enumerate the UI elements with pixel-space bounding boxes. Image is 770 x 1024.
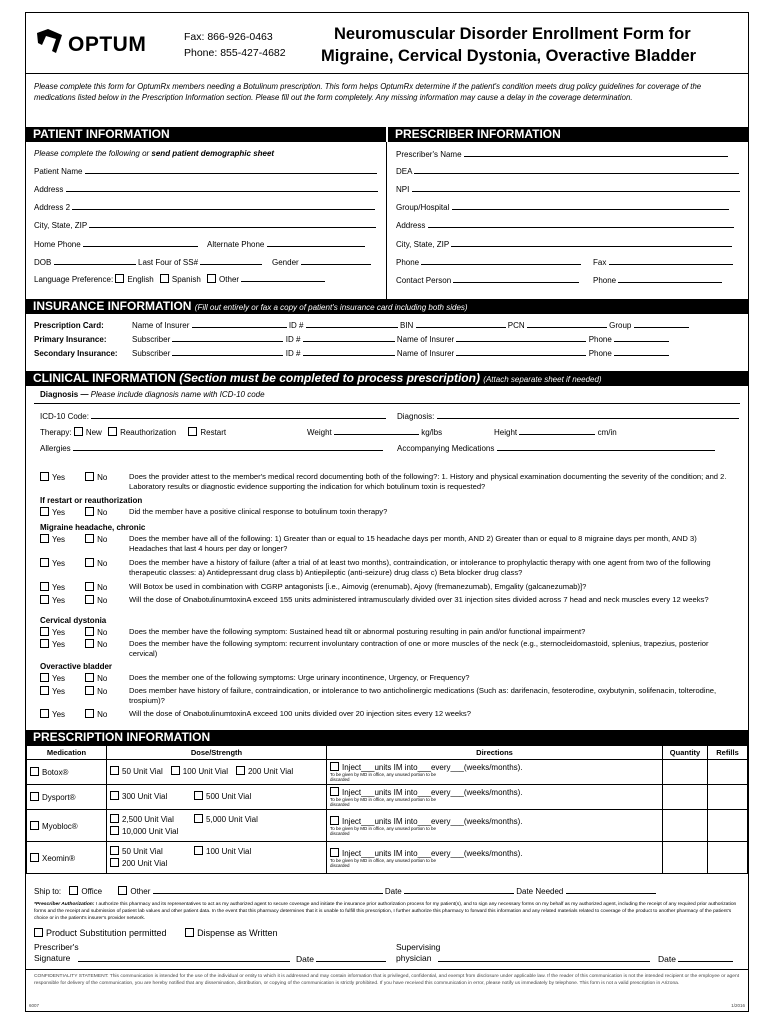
prescription-row (27, 842, 748, 874)
weight-label: Weight (307, 428, 332, 437)
contact-person-field[interactable] (396, 275, 579, 285)
dose-label: 500 Unit Vial (206, 792, 252, 801)
patient-alt-phone-field[interactable] (207, 239, 365, 249)
secondary-phone-label: Phone (588, 349, 612, 358)
cervical-head-tilt-question: Does the member have the following symptom: Sustained head tilt or abnormal posturing resulting in pain and/or functional impairment? (129, 627, 586, 636)
insurance-row-primary[interactable] (34, 334, 669, 344)
clinical-attach-note: (Attach separate sheet if needed) (483, 375, 602, 384)
medication-name: Botox® (42, 768, 69, 777)
therapy-label: Therapy: (40, 428, 72, 437)
migraine-frequency-question: Does the member have all of the following: 1) Greater than or equal to 15 headache days per month, AND 2) Greater than or equal to 8 migraine days per month, AND 3) Headaches that last 4 hours per day or longer? (129, 534, 697, 553)
dose-label: 300 Unit Vial (122, 792, 168, 801)
rx-group-label: Group (609, 321, 632, 330)
optum-logo (34, 27, 66, 57)
yes-label: Yes (52, 674, 66, 683)
phone-number: Phone: 855-427-4682 (184, 47, 286, 59)
migraine-prior-therapy-question: Does the member have a history of failure (after a trial of at least two months), contraindication, or intolerance to prophylactic therapy with one agent from two of the following therapeutic classes: a) Antidepressant drug class b) Antiepileptic (anti-seizure) drug class c) Beta blocker drug class? (129, 558, 711, 577)
form-title-line1: Neuromuscular Disorder Enrollment Form for (334, 25, 691, 43)
dose-checkbox[interactable] (110, 814, 119, 823)
new-label: New (85, 428, 102, 437)
signature-label (34, 942, 79, 964)
no-label: No (97, 687, 108, 696)
language-label: Language Preference: (34, 275, 114, 284)
supervising-date-field[interactable] (658, 954, 733, 964)
patient-info-bar (26, 127, 386, 142)
diagnosis-divider (34, 403, 740, 404)
restart-checkbox[interactable] (188, 427, 197, 436)
dose-cell (107, 810, 327, 842)
cervical-section-heading: Cervical dystonia (40, 616, 107, 625)
migraine-dose-no-checkbox[interactable] (85, 595, 94, 604)
inject-checkbox[interactable] (330, 816, 339, 825)
quantity-cell[interactable] (663, 760, 708, 785)
patient-ssn-field[interactable] (138, 257, 262, 267)
spanish-label: Spanish (171, 275, 201, 284)
no-label: No (97, 628, 108, 637)
dose-checkbox[interactable] (110, 858, 119, 867)
clinical-required-note: (Section must be completed to process prescription) (179, 371, 480, 385)
substitution-options (34, 928, 277, 938)
primary-id-label: ID # (285, 335, 301, 344)
form-code: 6007 (29, 1003, 40, 1008)
dose-col-header: Dose/Strength (107, 746, 327, 760)
prescriber-fax-label: Fax (593, 258, 607, 267)
signature-date-field[interactable] (296, 954, 386, 964)
ship-to (34, 886, 656, 896)
allergies-label: Allergies (40, 444, 71, 453)
patient-city-field[interactable] (34, 220, 376, 230)
rx-bin-label: BIN (399, 321, 414, 330)
diagnosis-note (40, 390, 265, 399)
medication-cell (27, 842, 107, 874)
medication-name: Xeomin® (42, 853, 76, 863)
bladder-anticholinergic-no-checkbox[interactable] (85, 686, 94, 695)
migraine-dose-answer (40, 595, 107, 605)
yes-label: Yes (52, 535, 66, 544)
patient-address-field[interactable] (34, 184, 378, 194)
directions-text: Inject___units IM into___every___(weeks/months). (342, 763, 523, 772)
inject-checkbox[interactable] (330, 787, 339, 796)
rx-card-label: Prescription Card: (34, 321, 104, 330)
yes-label: Yes (52, 687, 66, 696)
signature-date-label: Date (296, 954, 314, 964)
spanish-checkbox[interactable] (160, 274, 169, 283)
diagnosis-field[interactable] (397, 411, 739, 421)
prescriber-authorization (34, 901, 742, 922)
medication-checkbox[interactable] (30, 821, 39, 830)
dose-checkbox[interactable] (171, 766, 180, 775)
migraine-cgrp-answer (40, 582, 107, 592)
refills-col-header: Refills (708, 746, 748, 760)
weight-field[interactable] (307, 427, 442, 437)
restart-section-heading: If restart or reauthorization (40, 496, 143, 505)
medication-name: Dysport® (42, 793, 76, 802)
bladder-symptoms-question: Does the member one of the following symptoms: Urge urinary incontinence, Urgency, or Frequency? (129, 673, 470, 682)
cervical-head-tilt-no-checkbox[interactable] (85, 627, 94, 636)
cervical-contraction-answer (40, 639, 107, 649)
primary-insurance-label: Primary Insurance: (34, 335, 107, 344)
diagnosis-note-text: Please include diagnosis name with ICD-10 code (88, 390, 265, 399)
secondary-subscriber-label: Subscriber (132, 349, 171, 358)
patient-dob-field[interactable] (34, 257, 136, 267)
prescription-heading: PRESCRIPTION INFORMATION (33, 730, 211, 744)
migraine-section-heading: Migraine headache, chronic (40, 523, 146, 532)
prescriber-name-label: Prescriber's Name (396, 150, 462, 159)
date-needed-label: Date Needed (516, 887, 564, 896)
dose-label: 200 Unit Vial (247, 767, 294, 776)
secondary-insurer-label: Name of Insurer (396, 349, 455, 358)
prescription-header-row (27, 746, 748, 760)
prescription-table (26, 745, 748, 874)
form-revision: 1/2016 (731, 1003, 745, 1008)
rx-id-label: ID # (288, 321, 304, 330)
directions-cell (327, 842, 663, 874)
medication-checkbox[interactable] (30, 767, 39, 776)
prescriber-fax-field[interactable] (593, 257, 733, 267)
refills-cell[interactable] (708, 810, 748, 842)
restart-response-answer (40, 507, 107, 517)
medication-cell (27, 810, 107, 842)
refills-cell[interactable] (708, 760, 748, 785)
prescription-row (27, 785, 748, 810)
dose-label: 5,000 Unit Vial (206, 814, 258, 824)
insurance-heading: INSURANCE INFORMATION (33, 299, 192, 313)
allergies-field[interactable] (40, 443, 383, 453)
patient-name-label: Patient Name (34, 167, 83, 176)
dose-checkbox[interactable] (194, 791, 203, 800)
group-hospital-field[interactable] (396, 202, 729, 212)
migraine-prior-therapy-yes-checkbox[interactable] (40, 558, 49, 567)
no-label: No (97, 473, 108, 482)
migraine-prior-therapy-answer (40, 558, 107, 568)
ship-to-label: Ship to: (34, 887, 62, 896)
no-label: No (97, 674, 108, 683)
restart-response-question: Did the member have a positive clinical response to botulinum toxin therapy? (129, 507, 388, 516)
refills-cell[interactable] (708, 785, 748, 810)
no-label: No (97, 640, 108, 649)
bladder-section-heading: Overactive bladder (40, 662, 113, 671)
patient-address2-label: Address 2 (34, 203, 71, 212)
yes-label: Yes (52, 596, 66, 605)
quantity-cell[interactable] (663, 810, 708, 842)
inject-checkbox[interactable] (330, 762, 339, 771)
yes-label: Yes (52, 583, 66, 592)
patient-address2-field[interactable] (34, 202, 375, 212)
english-checkbox[interactable] (115, 274, 124, 283)
directions-text: Inject___units IM into___every___(weeks/months). (342, 788, 523, 797)
footer-divider (26, 969, 748, 970)
home-phone-label: Home Phone (34, 240, 81, 249)
substitution-label: Product Substitution permitted (46, 928, 167, 938)
other-language-checkbox[interactable] (207, 274, 216, 283)
dea-label: DEA (396, 167, 413, 176)
office-label: Office (81, 887, 103, 896)
demographic-sheet-note: send patient demographic sheet (151, 149, 275, 158)
rx-pcn-label: PCN (507, 321, 525, 330)
contact-person-label: Contact Person (396, 276, 452, 285)
dose-cell (107, 785, 327, 810)
bladder-dose-question: Will the dose of OnabotulinumtoxinA exceed 100 units divided over 20 injection sites every 12 weeks? (129, 709, 471, 718)
medication-cell (27, 760, 107, 785)
alt-phone-label: Alternate Phone (207, 240, 265, 249)
patient-gender-field[interactable] (272, 257, 371, 267)
optum-logo-icon (34, 27, 66, 55)
english-label: English (127, 275, 154, 284)
yes-label: Yes (52, 508, 66, 517)
supervising-label (396, 942, 440, 964)
migraine-dose-yes-checkbox[interactable] (40, 595, 49, 604)
language-preference (34, 274, 325, 284)
general-attestation-answer (40, 472, 107, 482)
directions-col-header: Directions (327, 746, 663, 760)
ship-date-label: Date (384, 887, 402, 896)
prescription-rows (27, 760, 748, 874)
new-checkbox[interactable] (74, 427, 83, 436)
quantity-cell[interactable] (663, 842, 708, 874)
dose-label: 100 Unit Vial (206, 846, 252, 856)
insurance-subheading: (Fill out entirely or fax a copy of patient's insurance card including both sides) (194, 303, 468, 312)
weight-unit-label: kg/lbs (421, 428, 443, 437)
substitution-checkbox[interactable] (34, 928, 43, 937)
prescriber-city-field[interactable] (396, 239, 732, 249)
dose-checkbox[interactable] (110, 846, 119, 855)
restart-response-no-checkbox[interactable] (85, 507, 94, 516)
clinical-bar (26, 371, 748, 386)
yes-label: Yes (52, 559, 66, 568)
daw-label: Dispense as Written (197, 928, 278, 938)
bladder-anticholinergic-answer (40, 686, 107, 696)
therapy-field (40, 427, 226, 437)
migraine-prior-therapy-no-checkbox[interactable] (85, 558, 94, 567)
contact-phone-field[interactable] (593, 275, 722, 285)
medication-name: Myobloc® (42, 821, 78, 831)
prescriber-address-field[interactable] (396, 220, 734, 230)
secondary-insurance-label: Secondary Insurance: (34, 349, 118, 358)
reauth-label: Reauthorization (120, 428, 177, 437)
prescriber-info-bar (388, 127, 748, 142)
bladder-symptoms-no-checkbox[interactable] (85, 673, 94, 682)
yes-label: Yes (52, 640, 66, 649)
bladder-anticholinergic-yes-checkbox[interactable] (40, 686, 49, 695)
rx-insurer-label: Name of Insurer (132, 321, 190, 330)
secondary-id-label: ID # (285, 349, 301, 358)
migraine-frequency-no-checkbox[interactable] (85, 534, 94, 543)
primary-insurer-label: Name of Insurer (396, 335, 455, 344)
confidentiality-statement: CONFIDENTIALITY STATEMENT: This communication is intended for the use of the individual or entity to which it is addressed and may contain information that is privileged, confidential, and exempt from disclosure under applicable law. If the reader of this communication is not the intended recipient or the employee or agent responsible for delivery of the communication, you are hereby notified that any dissemination, distribution, or copying of the communication is strictly prohibited. If you have received this communication in error, please notify us immediately by telephone. This form is not a valid prescription in Arizona. (34, 974, 740, 986)
prescription-row (27, 760, 748, 785)
no-label: No (97, 559, 108, 568)
directions-cell (327, 810, 663, 842)
cervical-contraction-no-checkbox[interactable] (85, 639, 94, 648)
yes-label: Yes (52, 628, 66, 637)
npi-field[interactable] (396, 184, 740, 194)
directions-cell (327, 760, 663, 785)
ssn-label: Last Four of SS# (138, 258, 199, 267)
icd10-field[interactable] (40, 411, 386, 421)
directions-cell (327, 785, 663, 810)
general-attestation-yes-checkbox[interactable] (40, 472, 49, 481)
dose-label: 50 Unit Vial (122, 846, 163, 856)
cervical-contraction-yes-checkbox[interactable] (40, 639, 49, 648)
signature-label-1: Prescriber's (34, 942, 79, 952)
intro-text: Please complete this form for OptumRx members needing a Botulinum prescription. This form helps OptumRx determine if the patient's condition meets drug policy guidelines for coverage of the medications listed below in the Prescription Information section. Please fill out the form completely. Any missing information may cause a delay in the coverage determination. (34, 82, 702, 102)
prescriber-heading: PRESCRIBER INFORMATION (395, 127, 561, 141)
dose-label: 200 Unit Vial (122, 858, 168, 868)
column-divider (386, 142, 387, 303)
patient-name-field[interactable] (34, 166, 377, 176)
signature-label-2: Signature (34, 953, 71, 963)
office-note: To be given by MD in office, any unused portion to be discarded (330, 797, 436, 807)
fax-number: Fax: 866-926-0463 (184, 31, 273, 43)
height-label: Height (494, 428, 518, 437)
restart-label: Restart (200, 428, 227, 437)
migraine-frequency-yes-checkbox[interactable] (40, 534, 49, 543)
supervising-label-2: physician (396, 953, 432, 963)
patient-note-text: Please complete the following or (34, 149, 152, 158)
insurance-row-secondary[interactable] (34, 348, 669, 358)
patient-city-label: City, State, ZIP (34, 221, 88, 230)
prescriber-phone-label: Phone (396, 258, 420, 267)
dose-label: 50 Unit Vial (122, 767, 163, 776)
bladder-dose-yes-checkbox[interactable] (40, 709, 49, 718)
migraine-dose-question: Will the dose of OnabotulinumtoxinA exceed 155 units administered intramuscularly divided over 31 injection sites divided across 7 head and neck muscles every 12 weeks? (129, 595, 709, 604)
migraine-cgrp-no-checkbox[interactable] (85, 582, 94, 591)
insurance-bar (26, 299, 748, 314)
dose-checkbox[interactable] (194, 846, 203, 855)
migraine-cgrp-question: Will Botox be used in combination with CGRP antagonists [i.e., Aimovig (erenumab), Ajovy (fremanezumab), Emgality (galcanezumab)]? (129, 582, 587, 591)
patient-home-phone-field[interactable] (34, 239, 198, 249)
bladder-dose-answer (40, 709, 107, 719)
cervical-head-tilt-yes-checkbox[interactable] (40, 627, 49, 636)
supervising-signature-line[interactable] (438, 961, 650, 962)
medication-checkbox[interactable] (30, 792, 39, 801)
dose-checkbox[interactable] (194, 814, 203, 823)
diagnosis-note-bold: Diagnosis — (40, 390, 89, 399)
dose-checkbox[interactable] (236, 766, 245, 775)
insurance-row-rx-card[interactable] (34, 320, 689, 330)
daw-checkbox[interactable] (185, 928, 194, 937)
diagnosis-label: Diagnosis: (397, 412, 435, 421)
office-note: To be given by MD in office, any unused portion to be discarded (330, 825, 436, 836)
quantity-col-header: Quantity (663, 746, 708, 760)
dose-label: 100 Unit Vial (182, 767, 228, 776)
dose-checkbox[interactable] (110, 826, 119, 835)
bladder-symptoms-answer (40, 673, 107, 683)
group-hospital-label: Group/Hospital (396, 203, 450, 212)
other-language-label: Other (219, 275, 240, 284)
form-page (25, 12, 749, 1012)
accompanying-meds-field[interactable] (397, 443, 715, 453)
height-field[interactable] (494, 427, 617, 437)
directions-text: Inject___units IM into___every___(weeks/months). (342, 816, 523, 826)
other-ship-label: Other (130, 887, 151, 896)
dose-checkbox[interactable] (110, 766, 119, 775)
bladder-symptoms-yes-checkbox[interactable] (40, 673, 49, 682)
authorization-bold: *Prescriber Authorization: (34, 902, 95, 907)
office-note: To be given by MD in office, any unused portion to be discarded (330, 857, 436, 868)
header-divider (26, 73, 748, 74)
dose-label: 10,000 Unit Vial (122, 826, 179, 836)
yes-label: Yes (52, 710, 66, 719)
no-label: No (97, 508, 108, 517)
no-label: No (97, 710, 108, 719)
prescription-bar (26, 730, 748, 745)
bladder-dose-no-checkbox[interactable] (85, 709, 94, 718)
prescriber-address-label: Address (396, 221, 426, 230)
dose-cell (107, 842, 327, 874)
office-checkbox[interactable] (69, 886, 78, 895)
directions-text: Inject___units IM into___every___(weeks/months). (342, 848, 523, 858)
dose-label: 2,500 Unit Vial (122, 814, 174, 824)
reauth-checkbox[interactable] (108, 427, 117, 436)
office-note: To be given by MD in office, any unused portion to be discarded (330, 772, 436, 782)
patient-note (34, 149, 274, 158)
no-label: No (97, 596, 108, 605)
medication-checkbox[interactable] (30, 853, 39, 862)
patient-heading: PATIENT INFORMATION (33, 127, 170, 141)
prescriber-city-label: City, State, ZIP (396, 240, 450, 249)
quantity-cell[interactable] (663, 785, 708, 810)
general-attestation-no-checkbox[interactable] (85, 472, 94, 481)
gender-label: Gender (272, 258, 299, 267)
patient-address-label: Address (34, 185, 64, 194)
form-title-line2: Migraine, Cervical Dystonia, Overactive Bladder (321, 47, 697, 65)
migraine-frequency-answer (40, 534, 107, 544)
authorization-text: I authorize this pharmacy and its representatives to act as my authorized agent to secure coverage and initiate the insurance prior authorization process for my patient(s), and to sign any necessary forms on my behalf as my authorized agent, including the receipt of any required prior authorization forms and the receipt and submission of patient lab values and other patient data. In the event that this pharmacy determines that it is unable to fulfill this prescription, I further authorize this pharmacy to forward this information and any related materials related to coverage of the product to another pharmacy of the patient's choice or in the patient's insurer's provider network. (34, 902, 737, 921)
height-unit-label: cm/in (597, 428, 617, 437)
dob-label: DOB (34, 258, 52, 267)
bladder-anticholinergic-question: Does member have history of failure, contraindication, or intolerance to two anticholinergic medications (Such as: darifenacin, fesoterodine, oxybutynin, solifenacin, tolterodine, trospium)? (129, 686, 717, 705)
brand-name: OPTUM (68, 33, 147, 56)
cervical-contraction-question: Does the member have the following symptom: recurrent involuntary contraction of one or more muscles of the neck (e.g., sternocleidomastoid, splenius, trapezius, posterior cervical) (129, 639, 709, 658)
other-ship-checkbox[interactable] (118, 886, 127, 895)
prescriber-name-field[interactable] (396, 149, 728, 159)
prescription-row (27, 810, 748, 842)
cervical-head-tilt-answer (40, 627, 107, 637)
medication-cell (27, 785, 107, 810)
general-attestation-question: Does the provider attest to the member's medical record documenting both of the following?: 1. History and physical examination documenting the severity of the condition; and 2. Laboratory results or diagnostic evidence supporting the indication for which botulinum toxin is requested? (129, 472, 727, 491)
medication-col-header: Medication (27, 746, 107, 760)
supervising-label-1: Supervising (396, 942, 441, 952)
inject-checkbox[interactable] (330, 848, 339, 857)
dose-checkbox[interactable] (110, 791, 119, 800)
icd10-label: ICD-10 Code: (40, 412, 89, 421)
no-label: No (97, 535, 108, 544)
signature-line[interactable] (78, 961, 290, 962)
dose-cell (107, 760, 327, 785)
primary-phone-label: Phone (588, 335, 612, 344)
refills-cell[interactable] (708, 842, 748, 874)
restart-response-yes-checkbox[interactable] (40, 507, 49, 516)
dea-field[interactable] (396, 166, 739, 176)
supervising-date-label: Date (658, 954, 676, 964)
primary-subscriber-label: Subscriber (132, 335, 171, 344)
migraine-cgrp-yes-checkbox[interactable] (40, 582, 49, 591)
contact-phone-label: Phone (593, 276, 617, 285)
accompanying-meds-label: Accompanying Medications (397, 444, 495, 453)
clinical-heading: CLINICAL INFORMATION (33, 371, 176, 385)
npi-label: NPI (396, 185, 410, 194)
prescriber-phone-field[interactable] (396, 257, 581, 267)
no-label: No (97, 583, 108, 592)
yes-label: Yes (52, 473, 66, 482)
